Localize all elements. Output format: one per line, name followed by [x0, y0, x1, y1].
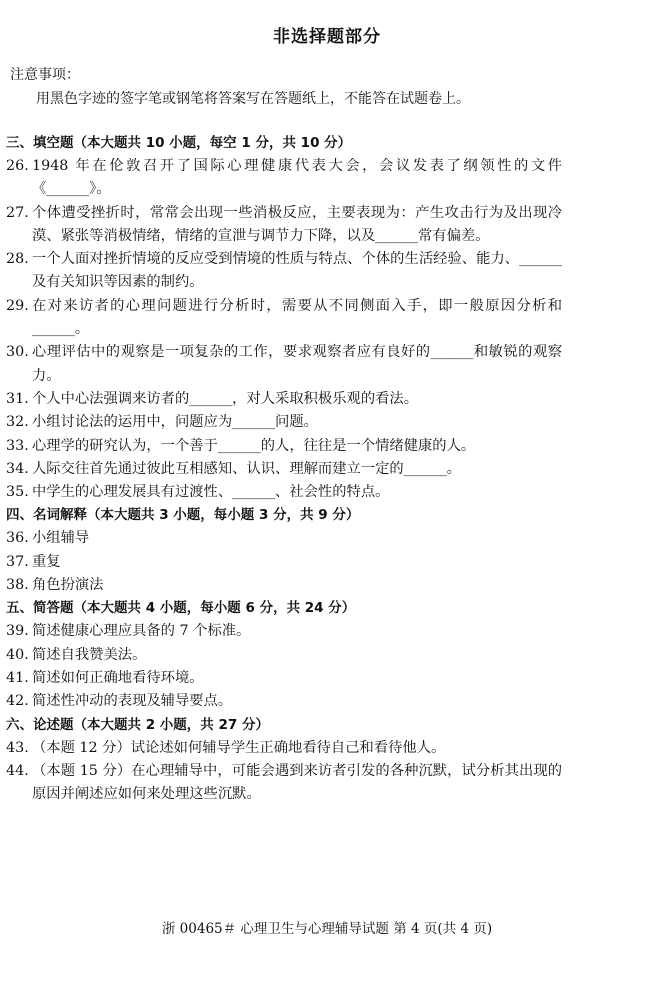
- question-item: [6, 248, 562, 295]
- question-text: 简述健康心理应具备的 7 个标准。: [32, 623, 251, 640]
- question-number: 30.: [6, 344, 29, 361]
- question-number: 32.: [6, 414, 29, 431]
- question-number: 33.: [6, 437, 29, 454]
- question-number: 42.: [6, 693, 29, 710]
- question-text: 重复: [32, 553, 61, 570]
- question-text: （本题 15 分）在心理辅导中，可能会遇到来访者引发的各种沉默，试分析其出现的原因并阐述应如何来处理这些沉默。: [32, 762, 562, 803]
- question-text: 人际交往首先通过彼此互相感知、认识、理解而建立一定的______。: [32, 460, 461, 477]
- question-text: 角色扮演法: [32, 577, 104, 594]
- page-footer: 浙 00465＃ 心理卫生与心理辅导试题 第 4 页(共 4 页): [161, 921, 493, 937]
- question-item: [6, 644, 562, 667]
- question-item: [6, 411, 562, 434]
- question-item: [6, 295, 562, 342]
- question-number: 35.: [6, 484, 29, 501]
- question-item: [6, 155, 562, 202]
- question-text: 小组讨论法的运用中，问题应为______问题。: [32, 414, 318, 431]
- question-item: [6, 202, 562, 249]
- question-text: 个体遭受挫折时，常常会出现一些消极反应，主要表现为：产生攻击行为及出现冷漠、紧张等消极情绪，情绪的宣泄与调节力下降，以及______常有偏差。: [32, 204, 562, 244]
- question-number: 29.: [6, 297, 29, 314]
- question-number: 34.: [6, 460, 29, 477]
- question-item: [6, 341, 562, 388]
- notice-body: 用黑色字迹的签字笔或钢笔将答案写在答题纸上，不能答在试题卷上。: [36, 91, 470, 107]
- question-text: 心理评估中的观察是一项复杂的工作，要求观察者应有良好的______和敏锐的观察力。: [32, 344, 562, 384]
- question-item: [6, 551, 562, 574]
- question-item: [6, 435, 562, 458]
- question-item: [6, 737, 562, 760]
- question-number: 39.: [6, 623, 29, 640]
- section-heading-essay: 六、论述题（本大题共 2 小题，共 27 分）: [6, 716, 269, 733]
- question-text: 心理学的研究认为，一个善于______的人，往往是一个情绪健康的人。: [32, 437, 476, 454]
- question-text: 个人中心法强调来访者的______，对人采取积极乐观的看法。: [32, 390, 419, 407]
- question-number: 41.: [6, 669, 29, 686]
- question-item: [6, 760, 562, 807]
- question-item: [6, 527, 562, 550]
- section-heading-fill-in: 三、填空题（本大题共 10 小题，每空 1 分，共 10 分）: [6, 135, 352, 151]
- question-item: [6, 690, 562, 713]
- question-text: 简述如何正确地看待环境。: [32, 669, 204, 686]
- question-number: 27.: [6, 204, 29, 221]
- question-text: 小组辅导: [32, 530, 90, 547]
- question-item: [6, 667, 562, 690]
- question-number: 26.: [6, 158, 29, 174]
- question-number: 38.: [6, 577, 29, 594]
- question-item: [6, 620, 562, 643]
- question-item: [6, 458, 562, 481]
- question-number: 36.: [6, 530, 29, 547]
- question-number: 44.: [6, 762, 29, 779]
- question-number: 28.: [6, 251, 29, 268]
- question-text: （本题 12 分）试论述如何辅导学生正确地看待自己和看待他人。: [32, 739, 446, 756]
- question-text: 简述性冲动的表现及辅导要点。: [32, 693, 233, 710]
- question-text: 在对来访者的心理问题进行分析时，需要从不同侧面入手，即一般原因分析和______。: [32, 297, 562, 338]
- question-text: 简述自我赞美法。: [32, 646, 147, 663]
- page-title: 非选择题部分: [273, 27, 381, 47]
- notice-heading: 注意事项：: [10, 67, 80, 83]
- question-content: [6, 132, 562, 806]
- question-number: 37.: [6, 553, 29, 570]
- section-heading-definitions: 四、名词解释（本大题共 3 小题，每小题 3 分，共 9 分）: [6, 507, 360, 524]
- question-item: [6, 481, 562, 504]
- question-number: 40.: [6, 646, 29, 663]
- question-text: 一个人面对挫折情境的反应受到情境的性质与特点、个体的生活经验、能力、______及有关知识等因素的制约。: [32, 251, 562, 291]
- question-item: [6, 388, 562, 411]
- question-number: 43.: [6, 739, 29, 756]
- question-text: 1948 年在伦敦召开了国际心理健康代表大会，会议发表了纲领性的文件《______》。: [32, 158, 562, 198]
- section-heading-short-answer: 五、简答题（本大题共 4 小题，每小题 6 分，共 24 分）: [6, 600, 356, 617]
- question-text: 中学生的心理发展具有过渡性、______、社会性的特点。: [32, 484, 390, 501]
- question-item: [6, 574, 562, 597]
- question-number: 31.: [6, 390, 29, 407]
